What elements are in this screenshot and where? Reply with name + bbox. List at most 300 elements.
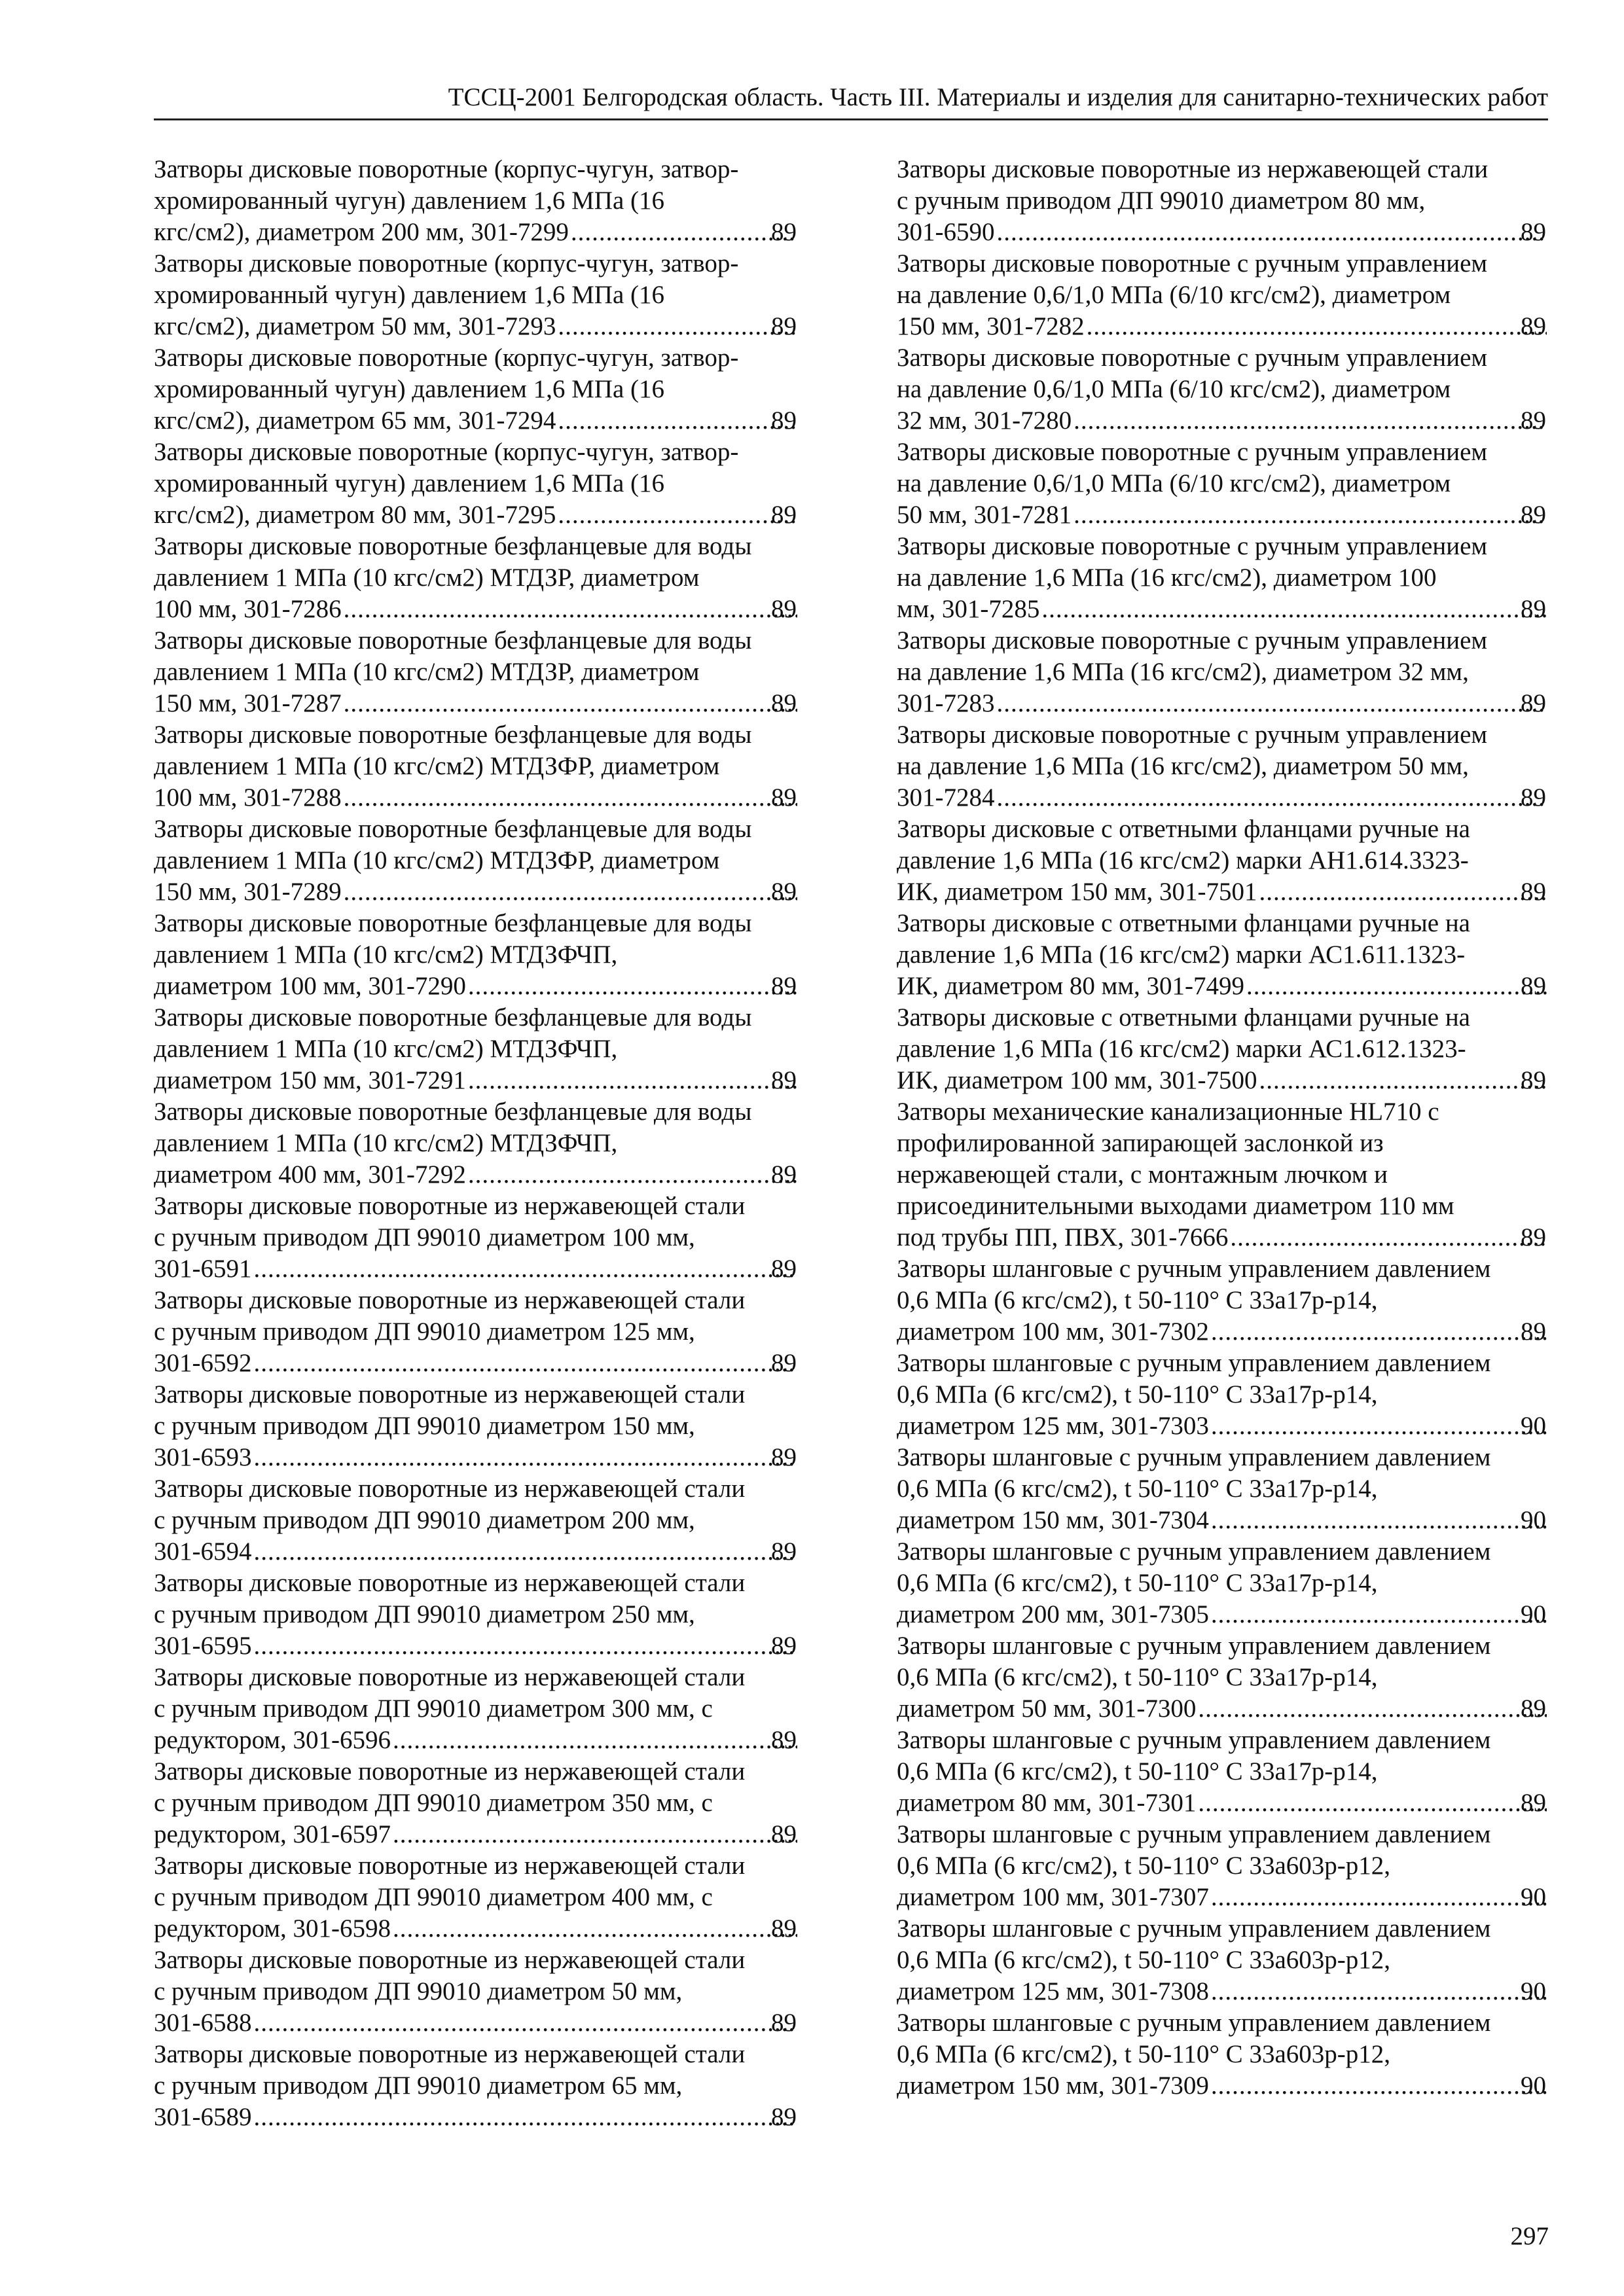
entry-line <box>154 1285 799 1316</box>
index-entry <box>897 719 1548 814</box>
entry-line <box>897 1630 1548 1662</box>
entry-text: диаметром 150 мм, 301-7304 <box>897 1506 1209 1534</box>
entry-line: диаметром 100 мм, 301-7290 ..... 89 <box>181 971 799 1002</box>
entry-text: Затворы дисковые поворотные из нержавеющей стали <box>154 1946 746 1974</box>
entry-text: Затворы дисковые поворотные из нержавеющей стали <box>154 1475 746 1503</box>
entry-line: кгс/см2), диаметром 65 мм, 301-7294 ..... 89 <box>181 405 799 437</box>
entry-line: диаметром 125 мм, 301-7303 ..... 90 <box>924 1410 1548 1442</box>
entry-text: на давление 1,6 МПа (16 кгс/см2), диаметром 50 мм, <box>897 752 1469 780</box>
entry-text: 0,6 МПа (6 кгс/см2), t 50-110° С 33а17р-р14, <box>897 1286 1378 1314</box>
entry-text: Затворы дисковые поворотные с ручным управлением <box>897 438 1488 466</box>
entry-text: 301-6593 <box>154 1443 252 1471</box>
entry-line <box>897 1913 1548 1945</box>
entry-line <box>154 562 799 594</box>
index-entry <box>154 1945 799 2039</box>
entry-text: 301-7283 <box>897 689 995 717</box>
dot-leader <box>1210 1505 1547 1536</box>
entry-line <box>154 719 799 751</box>
entry-text: диаметром 100 мм, 301-7302 <box>897 1318 1209 1346</box>
dot-leader <box>1210 1976 1547 2007</box>
index-entry <box>897 1725 1548 1819</box>
entry-text: диаметром 50 мм, 301-7300 <box>897 1695 1197 1723</box>
entry-text: давлением 1 МПа (10 кгс/см2) МТДЗФЧП, <box>154 1129 618 1157</box>
entry-line: диаметром 150 мм, 301-7309 ..... 90 <box>924 2070 1548 2102</box>
entry-line <box>897 1442 1548 1473</box>
entry-line <box>154 1599 799 1630</box>
dot-leader <box>392 1819 797 1850</box>
entry-text: Затворы дисковые поворотные безфланцевые для воды <box>154 626 752 655</box>
entry-line <box>154 1096 799 1128</box>
dot-leader <box>996 217 1547 248</box>
entry-text: давление 1,6 МПа (16 кгс/см2) марки АН1.614.3323- <box>897 846 1469 874</box>
index-entry <box>154 1285 799 1379</box>
dot-leader <box>1229 1222 1547 1253</box>
entry-line <box>154 248 799 279</box>
entry-text: 50 мм, 301-7281 <box>897 501 1072 529</box>
entry-text: давлением 1 МПа (10 кгс/см2) МТДЗР, диаметром <box>154 564 700 592</box>
entry-text: диаметром 150 мм, 301-7309 <box>897 2072 1209 2100</box>
entry-text: диаметром 150 мм, 301-7291 <box>154 1066 466 1094</box>
entry-text: кгс/см2), диаметром 200 мм, 301-7299 <box>154 218 569 246</box>
entry-line <box>154 1850 799 1882</box>
dot-leader <box>253 1348 798 1379</box>
entry-text: редуктором, 301-6597 <box>154 1820 391 1848</box>
entry-line: диаметром 50 мм, 301-7300 ..... 89 <box>924 1693 1548 1725</box>
entry-text: с ручным приводом ДП 99010 диаметром 125 мм, <box>154 1318 695 1346</box>
entry-line <box>154 1756 799 1787</box>
entry-line <box>154 1222 799 1253</box>
entry-text: Затворы дисковые поворотные из нержавеющей стали <box>154 1569 746 1597</box>
entry-text: с ручным приводом ДП 99010 диаметром 200 мм, <box>154 1506 695 1534</box>
entry-line <box>897 1536 1548 1568</box>
entry-line <box>154 1473 799 1505</box>
entry-line: диаметром 100 мм, 301-7302 ..... 89 <box>924 1316 1548 1348</box>
entry-line: мм, 301-7285 ..... 89 <box>924 594 1548 625</box>
entry-text: 0,6 МПа (6 кгс/см2), t 50-110° С 33а603р-р12, <box>897 2040 1390 2068</box>
entry-line <box>897 342 1548 374</box>
entry-text: Затворы шланговые с ручным управлением давлением <box>897 2009 1491 2037</box>
entry-text: под трубы ПП, ПВХ, 301-7666 <box>897 1223 1229 1251</box>
entry-line <box>897 279 1548 311</box>
entry-text: Затворы дисковые поворотные из нержавеющей стали <box>154 1663 746 1691</box>
entry-text: диаметром 400 мм, 301-7292 <box>154 1160 466 1189</box>
entry-line: 150 мм, 301-7282 ..... 89 <box>924 311 1548 342</box>
entry-text: Затворы дисковые с ответными фланцами ручные на <box>897 1003 1470 1031</box>
entry-text: давлением 1 МПа (10 кгс/см2) МТДЗФР, диаметром <box>154 752 720 780</box>
entry-text: с ручным приводом ДП 99010 диаметром 400 мм, с <box>154 1883 713 1911</box>
dot-leader <box>996 688 1547 719</box>
entry-text: Затворы механические канализационные HL710 с <box>897 1098 1439 1126</box>
entry-line: кгс/см2), диаметром 200 мм, 301-7299 ..... 89 <box>181 217 799 248</box>
dot-leader <box>1086 311 1547 342</box>
entry-line <box>154 342 799 374</box>
entry-line <box>897 1725 1548 1756</box>
entry-text: 301-6592 <box>154 1349 252 1377</box>
entry-text: кгс/см2), диаметром 65 мм, 301-7294 <box>154 406 556 435</box>
entry-text: 301-6594 <box>154 1537 252 1566</box>
entry-text: 150 мм, 301-7282 <box>897 312 1085 340</box>
index-entry <box>897 814 1548 908</box>
entry-text: Затворы дисковые поворотные (корпус-чугун, затвор- <box>154 249 739 278</box>
entry-text: Затворы дисковые с ответными фланцами ручные на <box>897 909 1470 937</box>
entry-text: 100 мм, 301-7288 <box>154 783 342 812</box>
entry-line: 301-6589 ..... 89 <box>181 2102 799 2133</box>
entry-line <box>154 1505 799 1536</box>
entry-text: диаметром 80 мм, 301-7301 <box>897 1789 1197 1817</box>
entry-line: 301-6594 ..... 89 <box>181 1536 799 1568</box>
entry-text: Затворы дисковые поворотные из нержавеющей стали <box>154 2040 746 2068</box>
entry-line: 150 мм, 301-7287 ..... 89 <box>181 688 799 719</box>
entry-line <box>897 1348 1548 1379</box>
entry-text: кгс/см2), диаметром 50 мм, 301-7293 <box>154 312 556 340</box>
entry-line <box>154 468 799 499</box>
entry-line: 301-7284 ..... 89 <box>924 782 1548 814</box>
entry-text: диаметром 125 мм, 301-7308 <box>897 1977 1209 2005</box>
entry-line <box>897 1285 1548 1316</box>
entry-text: кгс/см2), диаметром 80 мм, 301-7295 <box>154 501 556 529</box>
entry-text: ИК, диаметром 80 мм, 301-7499 <box>897 972 1244 1000</box>
dot-leader <box>1073 499 1547 531</box>
header-title: ТССЦ-2001 Белгородская область. Часть III. Материалы и изделия для санитарно-технических работ <box>448 83 1548 111</box>
index-entry <box>154 248 799 342</box>
entry-line <box>154 2039 799 2070</box>
index-entry <box>897 1913 1548 2007</box>
entry-text: профилированной запирающей заслонкой из <box>897 1129 1384 1157</box>
index-entry <box>154 1850 799 1945</box>
entry-text: хромированный чугун) давлением 1,6 МПа (16 <box>154 281 664 309</box>
dot-leader <box>343 876 797 908</box>
entry-text: на давление 1,6 МПа (16 кгс/см2), диаметром 100 <box>897 564 1437 592</box>
entry-line <box>897 1096 1548 1128</box>
entry-line <box>154 814 799 845</box>
entry-line <box>897 1253 1548 1285</box>
entry-text: давление 1,6 МПа (16 кгс/см2) марки АС1.612.1323- <box>897 1035 1466 1063</box>
entry-line: кгс/см2), диаметром 50 мм, 301-7293 ..... 89 <box>181 311 799 342</box>
index-entry <box>154 625 799 719</box>
entry-text: диаметром 125 мм, 301-7303 <box>897 1412 1209 1440</box>
entry-line: под трубы ПП, ПВХ, 301-7666 ..... 89 <box>924 1222 1548 1253</box>
entry-text: Затворы дисковые поворотные из нержавеющей стали <box>154 1192 746 1220</box>
entry-line: ИК, диаметром 100 мм, 301-7500 ..... 89 <box>924 1065 1548 1096</box>
entry-line <box>154 1002 799 1033</box>
dot-leader <box>343 782 797 814</box>
entry-line: 150 мм, 301-7289 ..... 89 <box>181 876 799 908</box>
entry-text: присоединительными выходами диаметром 110 мм <box>897 1192 1454 1220</box>
entry-line: кгс/см2), диаметром 80 мм, 301-7295 ..... 89 <box>181 499 799 531</box>
entry-line <box>897 1662 1548 1693</box>
dot-leader <box>1197 1787 1547 1819</box>
entry-text: 0,6 МПа (6 кгс/см2), t 50-110° С 33а17р-р14, <box>897 1757 1378 1785</box>
dot-leader <box>343 688 797 719</box>
entry-line <box>897 248 1548 279</box>
entry-line <box>897 1850 1548 1882</box>
entry-text: Затворы дисковые поворотные с ручным управлением <box>897 626 1488 655</box>
entry-text: 0,6 МПа (6 кгс/см2), t 50-110° С 33а603р-р12, <box>897 1852 1390 1880</box>
entry-line: 32 мм, 301-7280 ..... 89 <box>924 405 1548 437</box>
entry-line <box>154 279 799 311</box>
entry-line: 301-6593 ..... 89 <box>181 1442 799 1473</box>
entry-line: 301-6590 ..... 89 <box>924 217 1548 248</box>
entry-text: давлением 1 МПа (10 кгс/см2) МТДЗФР, диаметром <box>154 846 720 874</box>
entry-text: с ручным приводом ДП 99010 диаметром 250 мм, <box>154 1600 695 1628</box>
entry-line <box>897 185 1548 217</box>
entry-line <box>154 1882 799 1913</box>
entry-text: давлением 1 МПа (10 кгс/см2) МТДЗФЧП, <box>154 1035 618 1063</box>
index-entry <box>897 625 1548 719</box>
entry-line <box>897 374 1548 405</box>
index-entry <box>897 1096 1548 1253</box>
entry-text: 301-6590 <box>897 218 995 246</box>
entry-line: ИК, диаметром 150 мм, 301-7501 ..... 89 <box>924 876 1548 908</box>
entry-text: редуктором, 301-6596 <box>154 1726 391 1754</box>
entry-line <box>897 437 1548 468</box>
entry-text: ИК, диаметром 100 мм, 301-7500 <box>897 1066 1257 1094</box>
entry-text: Затворы дисковые поворотные безфланцевые для воды <box>154 721 752 749</box>
entry-text: с ручным приводом ДП 99010 диаметром 300 мм, с <box>154 1695 713 1723</box>
entry-line <box>154 2070 799 2102</box>
index-entry <box>154 531 799 625</box>
entry-line <box>154 1316 799 1348</box>
dot-leader <box>253 1630 798 1662</box>
index-entry <box>154 2039 799 2133</box>
entry-text: нержавеющей стали, с монтажным лючком и <box>897 1160 1388 1189</box>
entry-text: с ручным приводом ДП 99010 диаметром 100 мм, <box>154 1223 695 1251</box>
dot-leader <box>1259 876 1547 908</box>
entry-line <box>154 751 799 782</box>
entry-line <box>897 656 1548 688</box>
entry-line <box>897 1819 1548 1850</box>
entry-line <box>154 1410 799 1442</box>
entry-line <box>154 625 799 656</box>
entry-text: хромированный чугун) давлением 1,6 МПа (16 <box>154 187 664 215</box>
entry-text: Затворы шланговые с ручным управлением давлением <box>897 1443 1491 1471</box>
entry-line <box>897 562 1548 594</box>
index-entry <box>154 154 799 248</box>
entry-text: 0,6 МПа (6 кгс/см2), t 50-110° С 33а17р-р14, <box>897 1475 1378 1503</box>
entry-line <box>154 1662 799 1693</box>
entry-line <box>154 845 799 876</box>
entry-text: Затворы дисковые поворотные безфланцевые для воды <box>154 532 752 560</box>
entry-line <box>897 845 1548 876</box>
entry-text: Затворы дисковые поворотные с ручным управлением <box>897 344 1488 372</box>
entry-line: диаметром 125 мм, 301-7308 ..... 90 <box>924 1976 1548 2007</box>
entry-line: диаметром 150 мм, 301-7304 ..... 90 <box>924 1505 1548 1536</box>
dot-leader <box>253 2007 798 2039</box>
entry-text: Затворы шланговые с ручным управлением давлением <box>897 1632 1491 1660</box>
entry-text: Затворы дисковые поворотные безфланцевые для воды <box>154 1003 752 1031</box>
entry-line: 301-7283 ..... 89 <box>924 688 1548 719</box>
entry-line: 100 мм, 301-7286 ..... 89 <box>181 594 799 625</box>
entry-line <box>154 1128 799 1159</box>
index-entry <box>897 248 1548 342</box>
entry-line: 301-6588 ..... 89 <box>181 2007 799 2039</box>
entry-text: 100 мм, 301-7286 <box>154 595 342 623</box>
index-entry <box>897 1630 1548 1725</box>
dot-leader <box>467 971 797 1002</box>
entry-line <box>154 154 799 185</box>
entry-text: Затворы шланговые с ручным управлением давлением <box>897 1349 1491 1377</box>
entry-line <box>897 719 1548 751</box>
entry-text: диаметром 100 мм, 301-7290 <box>154 972 466 1000</box>
entry-text: 301-6595 <box>154 1632 252 1660</box>
entry-line <box>897 1945 1548 1976</box>
entry-line: диаметром 80 мм, 301-7301 ..... 89 <box>924 1787 1548 1819</box>
dot-leader <box>1210 1882 1547 1913</box>
index-entry <box>154 437 799 531</box>
index-entry <box>897 1819 1548 1913</box>
dot-leader <box>570 217 797 248</box>
entry-text: Затворы шланговые с ручным управлением давлением <box>897 1820 1491 1848</box>
entry-line: 100 мм, 301-7288 ..... 89 <box>181 782 799 814</box>
index-entry <box>897 531 1548 625</box>
entry-line: 301-6591 ..... 89 <box>181 1253 799 1285</box>
entry-text: Затворы дисковые поворотные из нержавеющей стали <box>154 1852 746 1880</box>
index-entry <box>154 1379 799 1473</box>
entry-line <box>897 814 1548 845</box>
entry-text: Затворы дисковые поворотные из нержавеющей стали <box>154 1286 746 1314</box>
dot-leader <box>996 782 1547 814</box>
index-entry <box>897 1442 1548 1536</box>
page-number: 297 <box>1510 2222 1549 2250</box>
index-entry <box>154 814 799 908</box>
entry-line <box>154 185 799 217</box>
index-entry <box>897 437 1548 531</box>
entry-text: Затворы дисковые поворотные (корпус-чугун, затвор- <box>154 438 739 466</box>
entry-line: диаметром 400 мм, 301-7292 ..... 89 <box>181 1159 799 1191</box>
entry-text: 0,6 МПа (6 кгс/см2), t 50-110° С 33а17р-р14, <box>897 1380 1378 1408</box>
entry-text: на давление 0,6/1,0 МПа (6/10 кгс/см2), диаметром <box>897 469 1451 497</box>
entry-line <box>897 1191 1548 1222</box>
entry-text: Затворы дисковые поворотные с ручным управлением <box>897 532 1488 560</box>
entry-line <box>897 625 1548 656</box>
entry-text: Затворы дисковые поворотные (корпус-чугун, затвор- <box>154 155 739 183</box>
entry-text: на давление 0,6/1,0 МПа (6/10 кгс/см2), диаметром <box>897 281 1451 309</box>
entry-text: Затворы дисковые поворотные безфланцевые для воды <box>154 909 752 937</box>
entry-text: 150 мм, 301-7287 <box>154 689 342 717</box>
index-entry <box>154 1191 799 1285</box>
entry-text: 32 мм, 301-7280 <box>897 406 1072 435</box>
entry-line <box>897 2039 1548 2070</box>
entry-text: с ручным приводом ДП 99010 диаметром 50 мм, <box>154 1977 683 2005</box>
dot-leader <box>557 405 797 437</box>
entry-text: 150 мм, 301-7289 <box>154 878 342 906</box>
entry-text: Затворы шланговые с ручным управлением давлением <box>897 1914 1491 1943</box>
entry-line <box>897 2007 1548 2039</box>
index-entry <box>154 1002 799 1096</box>
entry-text: давлением 1 МПа (10 кгс/см2) МТДЗФЧП, <box>154 941 618 969</box>
entry-line <box>897 1756 1548 1787</box>
entry-text: давлением 1 МПа (10 кгс/см2) МТДЗР, диаметром <box>154 658 700 686</box>
dot-leader <box>557 311 797 342</box>
entry-line: диаметром 150 мм, 301-7291 ..... 89 <box>181 1065 799 1096</box>
index-entry <box>154 1662 799 1756</box>
dot-leader <box>1246 971 1547 1002</box>
entry-text: с ручным приводом ДП 99010 диаметром 150 мм, <box>154 1412 695 1440</box>
entry-text: Затворы дисковые поворотные с ручным управлением <box>897 249 1488 278</box>
entry-text: диаметром 200 мм, 301-7305 <box>897 1600 1209 1628</box>
entry-line: редуктором, 301-6597 ..... 89 <box>181 1819 799 1850</box>
entry-line: редуктором, 301-6598 ..... 89 <box>181 1913 799 1945</box>
index-entry <box>154 1756 799 1850</box>
entry-text: редуктором, 301-6598 <box>154 1914 391 1943</box>
dot-leader <box>1210 1599 1547 1630</box>
entry-text: ИК, диаметром 150 мм, 301-7501 <box>897 878 1257 906</box>
entry-line <box>154 908 799 939</box>
entry-line <box>154 1033 799 1065</box>
index-entry <box>897 154 1548 248</box>
entry-text: 0,6 МПа (6 кгс/см2), t 50-110° С 33а603р-р12, <box>897 1946 1390 1974</box>
entry-line <box>897 939 1548 971</box>
entry-line: диаметром 100 мм, 301-7307 ..... 90 <box>924 1882 1548 1913</box>
dot-leader <box>467 1065 797 1096</box>
entry-line <box>154 656 799 688</box>
entry-line: 50 мм, 301-7281 ..... 89 <box>924 499 1548 531</box>
entry-text: Затворы шланговые с ручным управлением давлением <box>897 1726 1491 1754</box>
entry-line <box>154 1787 799 1819</box>
entry-line: диаметром 200 мм, 301-7305 ..... 90 <box>924 1599 1548 1630</box>
entry-text: с ручным приводом ДП 99010 диаметром 80 мм, <box>897 187 1426 215</box>
entry-line <box>154 1191 799 1222</box>
index-entry <box>897 908 1548 1002</box>
entry-text: на давление 0,6/1,0 МПа (6/10 кгс/см2), диаметром <box>897 375 1451 403</box>
entry-text: хромированный чугун) давлением 1,6 МПа (16 <box>154 375 664 403</box>
entry-text: 0,6 МПа (6 кгс/см2), t 50-110° С 33а17р-р14, <box>897 1569 1378 1597</box>
entry-line <box>897 751 1548 782</box>
entry-line <box>897 1568 1548 1599</box>
entry-text: Затворы шланговые с ручным управлением давлением <box>897 1537 1491 1566</box>
entry-text: с ручным приводом ДП 99010 диаметром 65 мм, <box>154 2072 683 2100</box>
entry-line: ИК, диаметром 80 мм, 301-7499 ..... 89 <box>924 971 1548 1002</box>
entry-text: Затворы дисковые поворотные из нержавеющей стали <box>154 1757 746 1785</box>
entry-line <box>897 1159 1548 1191</box>
entry-line <box>897 1033 1548 1065</box>
index-entry <box>897 2007 1548 2102</box>
index-entry <box>897 342 1548 437</box>
entry-line <box>897 1473 1548 1505</box>
index-entry <box>897 1002 1548 1096</box>
index-entry <box>154 1473 799 1568</box>
entry-text: хромированный чугун) давлением 1,6 МПа (16 <box>154 469 664 497</box>
entry-text: Затворы дисковые поворотные из нержавеющей стали <box>154 1380 746 1408</box>
dot-leader <box>1259 1065 1547 1096</box>
entry-line <box>154 1379 799 1410</box>
entry-line <box>897 531 1548 562</box>
index-entry <box>897 1536 1548 1630</box>
entry-text: на давление 1,6 МПа (16 кгс/см2), диаметром 32 мм, <box>897 658 1469 686</box>
dot-leader <box>557 499 797 531</box>
index-column-right <box>897 154 1548 2102</box>
entry-line: 301-6592 ..... 89 <box>181 1348 799 1379</box>
dot-leader <box>1210 1410 1547 1442</box>
index-entry <box>897 1253 1548 1348</box>
entry-text: Затворы дисковые поворотные (корпус-чугун, затвор- <box>154 344 739 372</box>
dot-leader <box>1197 1693 1547 1725</box>
entry-text: Затворы дисковые поворотные безфланцевые для воды <box>154 815 752 843</box>
index-entry <box>897 1348 1548 1442</box>
entry-text: мм, 301-7285 <box>897 595 1040 623</box>
entry-line <box>154 437 799 468</box>
entry-line: редуктором, 301-6596 ..... 89 <box>181 1725 799 1756</box>
entry-line <box>154 531 799 562</box>
dot-leader <box>253 1536 798 1568</box>
entry-text: Затворы шланговые с ручным управлением давлением <box>897 1255 1491 1283</box>
dot-leader <box>253 1253 798 1285</box>
dot-leader <box>1073 405 1547 437</box>
index-entry <box>154 1568 799 1662</box>
index-entry <box>154 1096 799 1191</box>
dot-leader <box>392 1913 797 1945</box>
entry-text: 301-6589 <box>154 2103 252 2131</box>
